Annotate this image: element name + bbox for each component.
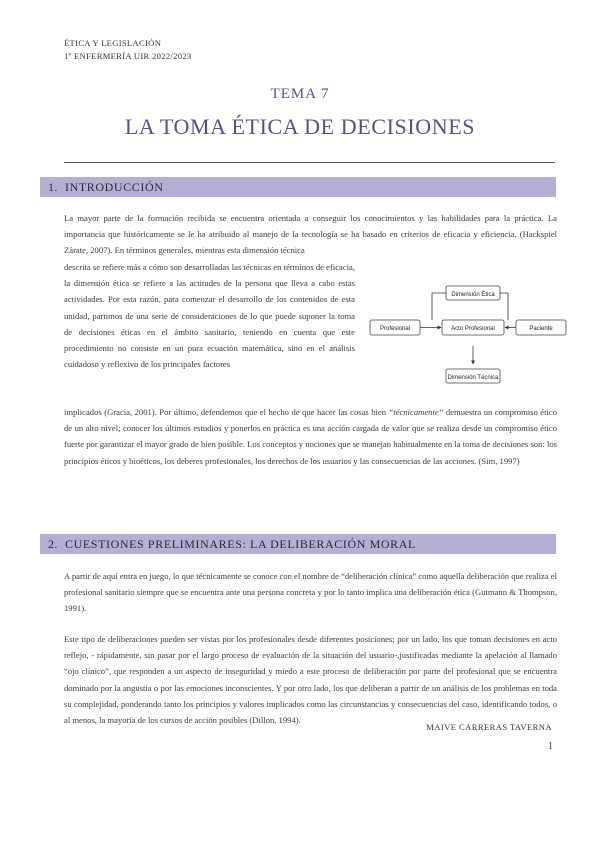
dimension-tecnica-label: Dimensión Técnica <box>447 375 499 381</box>
section-heading-introduccion <box>40 177 556 197</box>
deliberacion-paragraph-2: Este tipo de deliberaciones pueden ser vistas por los profesionales desde diferentes posiciones; por un lado, los que toman decisiones en acto reflejo, - rápidamente, sin pasar por el largo proceso de evaluación de la situación del usuario-,justificadas mediante la apelación al llamado “ojo clínico”, que responden a un aspecto de inseguridad y miedo a este proceso de deliberación por parte del profesional que se encuentra dominado por la angustia o por las emociones inconscientes. Y por otro lado, los que deliberan a partir de un análisis de los problemas en toda su complejidad, ponderando tanto los principios y valores implicados como las circunstancias y consecuencias del caso, identificando todos, o al menos, la mayoría de los cursos de acción posibles (Dillon, 1994). <box>64 634 557 726</box>
running-header <box>64 37 192 63</box>
page-number: 1 <box>548 741 553 752</box>
dimension-etica-label: Dimensión Ética <box>451 292 495 298</box>
intro-text-a: implicados (Gracia, 2001). Por último, defendemos que el hecho de que hacer las cosas bien <box>64 407 389 417</box>
intro-paragraph-wrapped: descrita se refiere más a cómo son desarrolladas las técnicas en términos de eficacia, la dimensión ética se refiere a las actitudes de la persona que lleva a cabo estas actividades. Por esta razón, para comenzar el desarrollo de los contenidos de esta unidad, partimos de una serie de consideraciones de lo que puede suponer la toma de decisiones éticas en el ámbito sanitario, teniendo en cuenta que este procedimiento no consiste en un pura ecuación matemática, sino en el análisis cuidadoso y reflexivo de los principales factores <box>64 262 355 370</box>
section-title: INTRODUCCIÓN <box>65 180 164 194</box>
paciente-label: Paciente <box>529 326 553 332</box>
intro-emphasis: “técnicamente” <box>388 407 444 417</box>
profesional-label: Profesional <box>379 326 411 332</box>
connector-etica-left <box>432 293 446 320</box>
deliberacion-paragraph-1: A partir de aquí entra en juego, lo que técnicamente se conoce con el nombre de “deliberación clínica” como aquella deliberación que realiza el profesional sanitario siempre que se encuentra ante una persona concreta y por lo tanto implica una deliberación ética (Gutmann & Thompson, 1991). <box>64 571 557 614</box>
intro-paragraph-bottom <box>64 404 557 469</box>
tema-label: TEMA 7 <box>270 86 330 102</box>
connector-etica-right <box>500 293 508 320</box>
title-divider <box>64 162 555 163</box>
footer-author: MAIVE CARRERAS TAVERNA <box>426 722 552 732</box>
acto-profesional-label: Acto Profesional <box>451 326 495 332</box>
section-title: CUESTIONES PRELIMINARES: LA DELIBERACIÓN MORAL <box>65 537 416 551</box>
intro-text-b: demuestra un compromiso ético de un alto nivel; conocer los últimos estudios y ponerlos en práctica es una acción cargada de valor que se realiza desde un compromiso ético fuerte por garantizar el mayor grado de bien posible. Los conceptos y nociones que se manejan habitualmente en la toma de decisiones son: los principios éticos y bioéticos, los deberes profesionales, los derechos de los usuarios y las consecuencias de las acciones. (Sim, 1997) <box>64 407 557 466</box>
section-heading-deliberacion <box>40 534 556 554</box>
header-program: 1º ENFERMERÍA UIR 2022/2023 <box>64 51 192 61</box>
header-course: ÉTICA Y LEGISLACIÓN <box>64 38 162 48</box>
page-title: LA TOMA ÉTICA DE DECISIONES <box>124 114 476 139</box>
intro-paragraph-top: La mayor parte de la formación recibida se encuentra orientada a conseguir los conocimientos y las habilidades para la práctica. La importancia que históricamente se le ha atribuido al manejo de la tecnología se ha basado en criterios de eficacia y eficiencia. (Hackspiel Zárate, 2007). En términos generales, mientras esta dimensión técnica <box>64 213 557 256</box>
ethics-diagram <box>368 276 568 388</box>
section-number: 2. <box>48 537 58 551</box>
section-number: 1. <box>48 180 58 194</box>
